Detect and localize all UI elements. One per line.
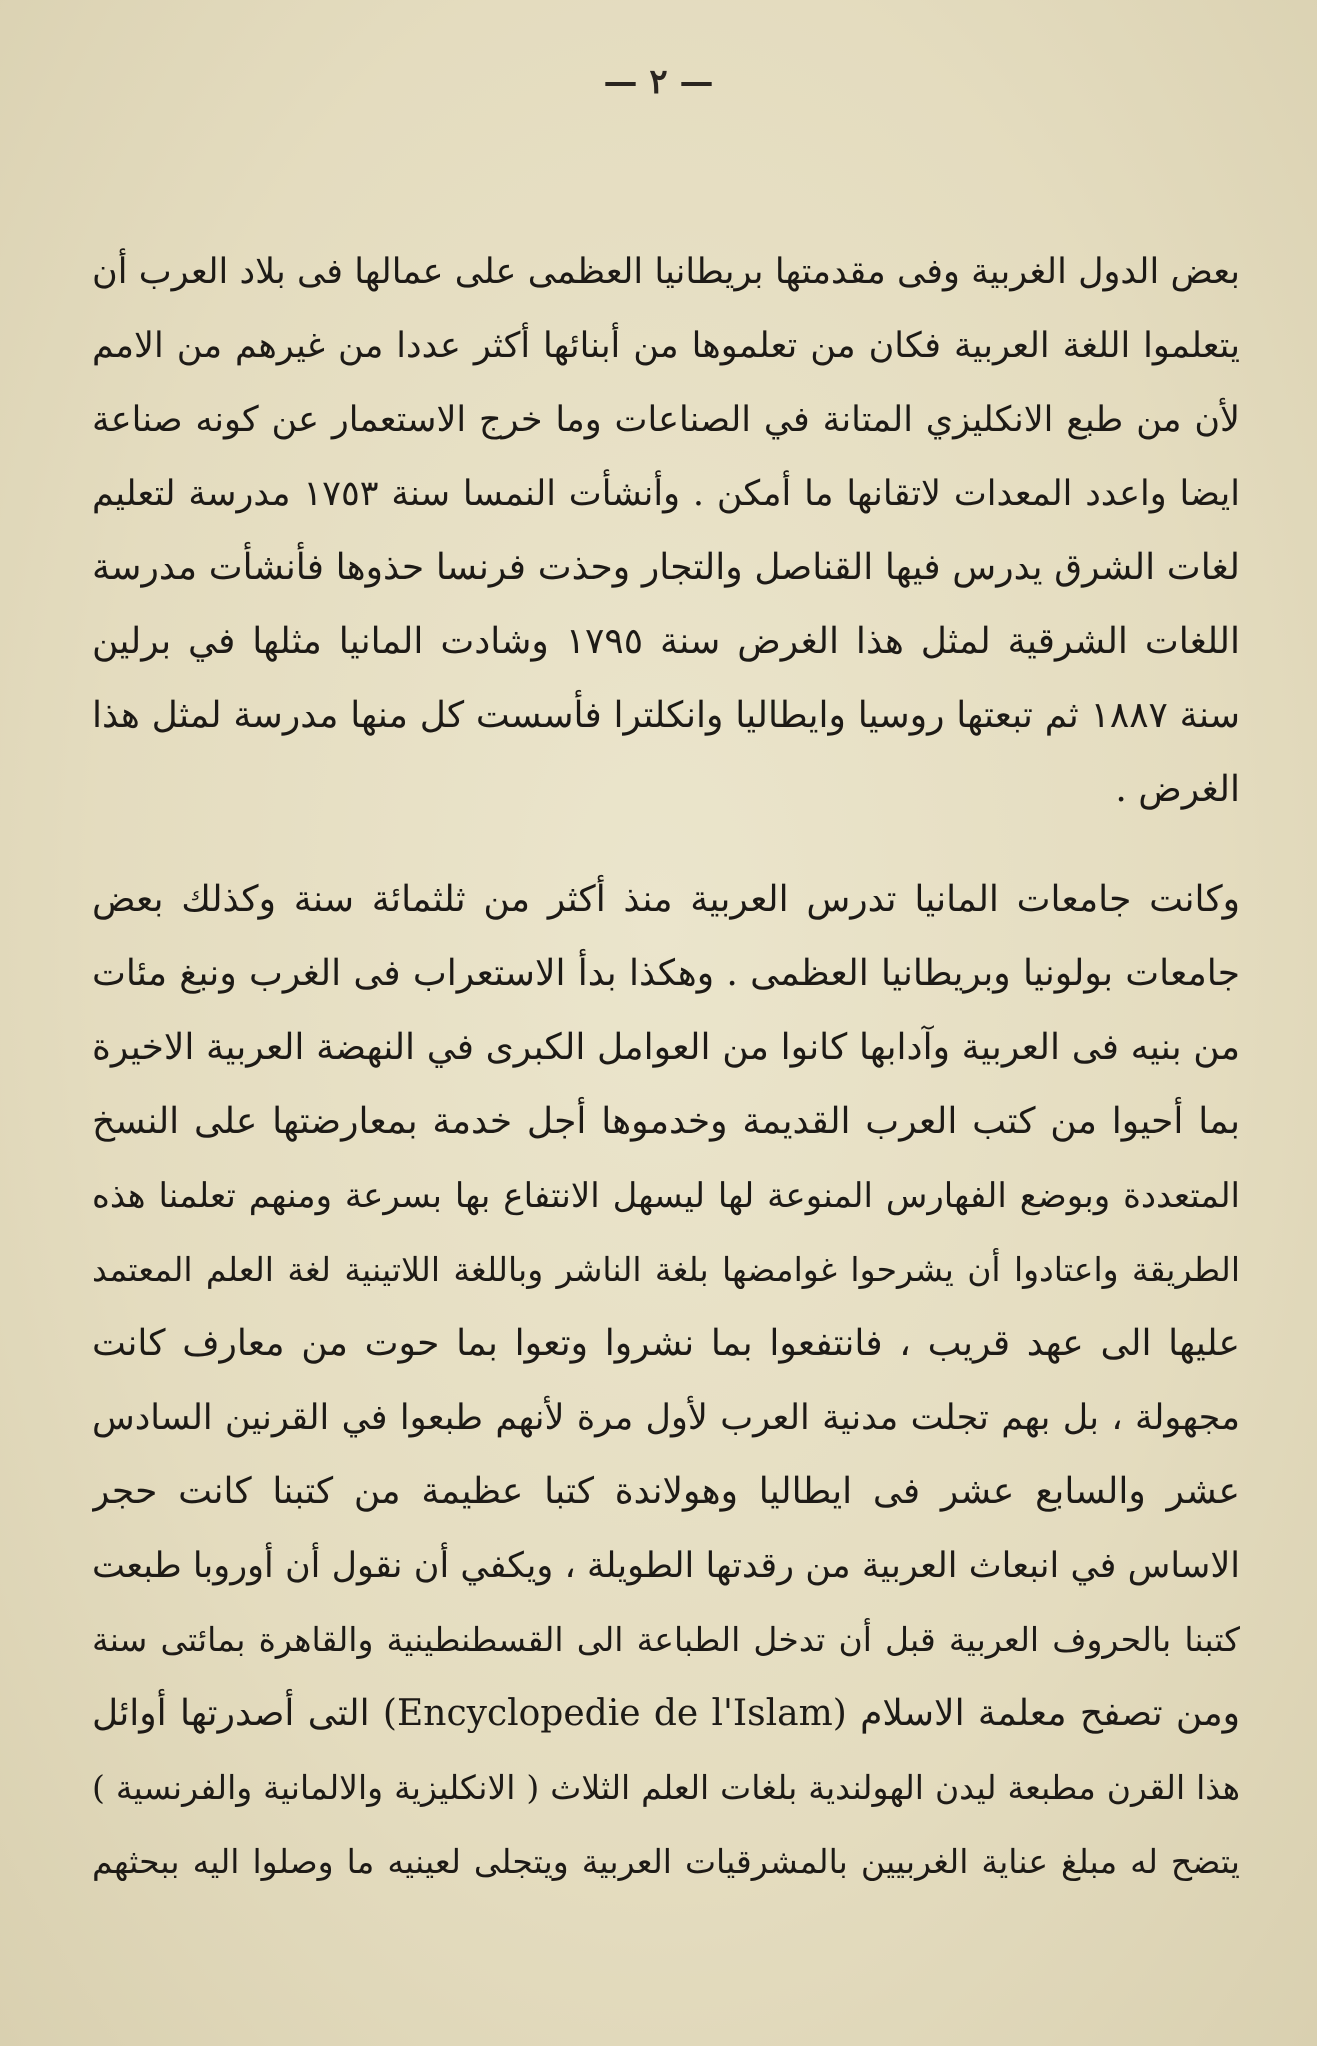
text-line: يتضح له مبلغ عناية الغربيين بالمشرقيات العربية ويتجلى لعينيه ما وصلوا اليه ببحثهم — [92, 1842, 1240, 1881]
text-line: ايضا واعدد المعدات لاتقانها ما أمكن . وأنشأت النمسا سنة ١٧٥٣ مدرسة لتعليم — [92, 474, 1240, 514]
text-line: لأن من طبع الانكليزي المتانة في الصناعات وما خرج الاستعمار عن كونه صناعة — [92, 400, 1240, 440]
text-line: الغرض . — [1115, 769, 1240, 810]
text-line: لغات الشرق يدرس فيها القناصل والتجار وحذت فرنسا حذوها فأنشأت مدرسة — [92, 547, 1240, 588]
paragraph-2 — [92, 863, 1240, 1899]
text-line: اللغات الشرقية لمثل هذا الغرض سنة ١٧٩٥ وشادت المانيا مثلها في برلين — [92, 621, 1240, 662]
text-line: سنة ١٨٨٧ ثم تبعتها روسيا وايطاليا وانكلترا فأسست كل منها مدرسة لمثل هذا — [92, 695, 1240, 736]
text-line: كتبنا بالحروف العربية قبل أن تدخل الطباعة الى القسطنطينية والقاهرة بمائتى سنة — [92, 1620, 1240, 1659]
text-line: هذا القرن مطبعة ليدن الهولندية بلغات العلم الثلاث ( الانكليزية والالمانية والفرنسية ) — [92, 1768, 1240, 1807]
text-line: يتعلموا اللغة العربية فكان من تعلموها من أبنائها أكثر عددا من غيرهم من الامم — [92, 326, 1240, 366]
text-line: ومن تصفح معلمة الاسلام (Encyclopedie de l'Islam) التى أصدرتها أوائل — [92, 1693, 1240, 1734]
text-line: الاساس في انبعاث العربية من رقدتها الطويلة ، ويكفي أن نقول أن أوروبا طبعت — [92, 1546, 1240, 1586]
text-line: بما أحيوا من كتب العرب القديمة وخدموها أجل خدمة بمعارضتها على النسخ — [92, 1101, 1240, 1142]
text-line: المتعددة وبوضع الفهارس المنوعة لها ليسهل الانتفاع بها بسرعة ومنهم تعلمنا هذه — [92, 1176, 1240, 1216]
text-line: جامعات بولونيا وبريطانيا العظمى . وهكذا بدأ الاستعراب فى الغرب ونبغ مئات — [92, 953, 1240, 994]
paragraph-spacer — [92, 827, 1240, 863]
text-line: بعض الدول الغربية وفى مقدمتها بريطانيا العظمى على عمالها فى بلاد العرب أن — [92, 252, 1240, 292]
text-line: عشر والسابع عشر فى ايطاليا وهولاندة كتبا عظيمة من كتبنا كانت حجر — [92, 1471, 1240, 1512]
text-line: عليها الى عهد قريب ، فانتفعوا بما نشروا وتعوا بما حوت من معارف كانت — [92, 1323, 1240, 1364]
page-number: — ٢ — — [603, 62, 714, 102]
paragraph-1 — [92, 235, 1240, 827]
text-line: مجهولة ، بل بهم تجلت مدنية العرب لأول مرة لأنهم طبعوا في القرنين السادس — [92, 1398, 1240, 1438]
text-line: الطريقة واعتادوا أن يشرحوا غوامضها بلغة الناشر وباللغة اللاتينية لغة العلم المعتمد — [92, 1250, 1240, 1289]
text-line: من بنيه فى العربية وآدابها كانوا من العوامل الكبرى في النهضة العربية الاخيرة — [92, 1027, 1240, 1068]
body-text — [92, 235, 1240, 1899]
text-line: وكانت جامعات المانيا تدرس العربية منذ أكثر من ثلثمائة سنة وكذلك بعض — [92, 879, 1240, 920]
